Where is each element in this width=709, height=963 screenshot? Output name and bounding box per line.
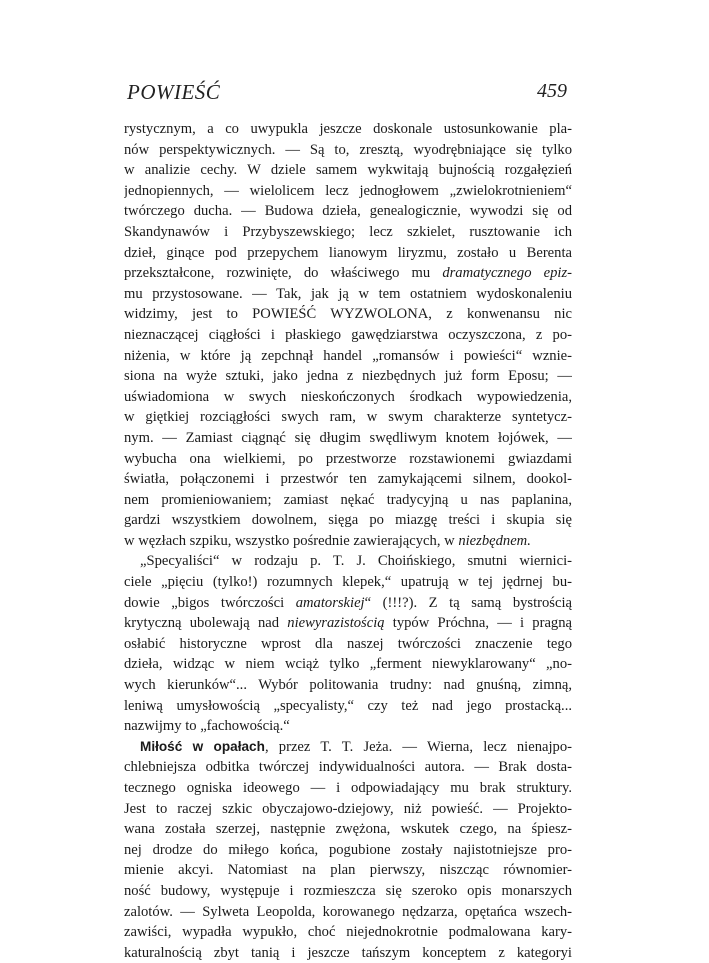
text-line [124,593,572,614]
text-run: dowie „bigos twórczości [124,594,285,611]
text-line: Skandynawów i Przybyszewskiego; lecz szkielet, rusztowanie ich [124,223,572,240]
text-line: niżenia, w które ją zepchnął handel „romansów i powieści“ wznie- [124,347,572,364]
italic-run: amatorskiej [295,594,365,611]
text-line: w analizie cechy. W dziele samem wykwitają bujnością rozgałęzień [124,162,572,179]
text-line: gardzi wszystkiem dowolnem, sięga po miazgę treści i skupia się [124,512,572,529]
text-line [124,613,572,634]
text-line: dzieł, ginące pod przepychem lianowym liryzmu, zostało u Berenta [124,244,572,261]
text-line: twórczego ducha. — Budowa dzieła, genealogicznie, wywodzi się od [124,203,572,220]
text-line: wybucha ona wielkiemi, po przestworze rozstawionemi gwiazdami [124,450,572,467]
text-line: Jest to raczej szkic obyczajowo-dziejowy, niż powieść. — Projekto- [124,800,572,817]
text-line: nazwijmy to „fachowością.“ [124,718,290,735]
text-line: mienie akcyi. Natomiast na plan pierwszy, niszcząc równomier- [124,862,572,879]
text-line: leniwą umysłowością „specyalisty,“ czy też nad jego prostacką... [124,697,572,714]
text-line: światła, połączonemi i przestwór ten zamykającemi silnem, dookol- [124,471,572,488]
text-line: chlebniejsza odbitka twórczej indywidualności autora. — Brak dosta- [124,759,572,776]
text-line: wana została szerzej, następnie zwężona, wskutek czego, na śpiesz- [124,821,572,838]
text-line: „Specyaliści“ w rodzaju p. T. J. Choińskiego, smutni wiernici- [140,553,572,570]
text-run: typów Próchna, — i pragną [384,615,572,632]
section-title: Miłość w opałach [140,738,265,754]
italic-run: niezbędnem. [458,532,531,549]
text-run: , przez T. T. Jeża. — Wierna, lecz nienajpo- [264,738,572,755]
text-line: nym. — Zamiast ciągnąć się długim swędliwym knotem łojówek, — [124,429,572,446]
text-line: uświadomiona w swych nieskończonych środkach wypowiedzenia, [124,388,572,405]
text-line: katuralnością zbyt tanią i jeszcze tańszym konceptem z kategoryi [124,944,572,961]
text-line: siona na wyże sztuki, jako jedna z niezbędnych już form Eposu; — [124,368,572,385]
text-run: krytyczną ubolewają nad [124,615,280,632]
text-line: zawiści, wypadła wypukło, choć niejednokrotnie podmalowana kary- [124,924,572,941]
text-line: nem promieniowaniem; zamiast nękać tradycyjną u nas paplanina, [124,491,572,508]
text-line: nów perspektywicznych. — Są to, zresztą, wyodrębniające się tylko [124,141,572,158]
text-line [124,531,572,552]
text-line: ność budowy, występuje i rozmieszcza się szeroko opis monarszych [124,882,572,899]
text-run: “ (!!!?). Z tą samą bystrością [364,594,572,611]
text-line [124,737,572,758]
text-line: zalotów. — Sylweta Leopolda, korowanego nędzarza, opętańca wszech- [124,903,572,920]
text-line: ciele „pięciu (tylko!) rozumnych klepek,“ upatrują w tej jędrnej bu- [124,574,572,591]
page-number: 459 [537,80,567,102]
text-line: jednopiennych, — wielolicem lecz jednogłowem „zwielokrotnieniem“ [124,182,572,199]
text-line: osłabić historyczne wprost dla naszej twórczości znaczenie tego [124,635,572,652]
body-text [124,119,572,963]
text-line: tecznego ogniska ideowego — i odpowiadający mu brak struktury. [124,780,572,796]
text-line: dzieła, widząc w niem wciąż tylko „ferment niewyklarowany“ „no- [124,656,572,673]
text-line: nieznaczącej ciągłości i płaskiego gawędziarstwa oczyszczona, z po- [124,326,572,343]
italic-run: dramatycznego epiz- [442,265,572,282]
text-run: przekształcone, rozwinięte, do właściwego mu [124,265,431,282]
text-line: rystycznym, a co uwypukla jeszcze doskonale ustosunkowanie pla- [124,121,572,137]
text-line: nej drodze do miłego końca, pogubione zostały najistotniejsze pro- [124,841,572,858]
text-line: wych kierunków“... Wybór politowania trudny: nad gnuśną, zimną, [124,677,572,694]
text-line: widzimy, jest to POWIEŚĆ WYZWOLONA, z konwenansu nic [124,306,572,323]
text-line: w giętkiej rozciągłości swych ram, w swym charakterze syntetycz- [124,409,572,426]
italic-run: niewyrazistością [287,615,385,632]
text-line [124,263,572,284]
text-run: w węzłach szpiku, wszystko pośrednie zawierających, w [124,532,455,549]
text-line: mu przystosowane. — Tak, jak ją w tem ostatniem wydoskonaleniu [124,285,572,302]
running-title: POWIEŚĆ [127,80,221,104]
